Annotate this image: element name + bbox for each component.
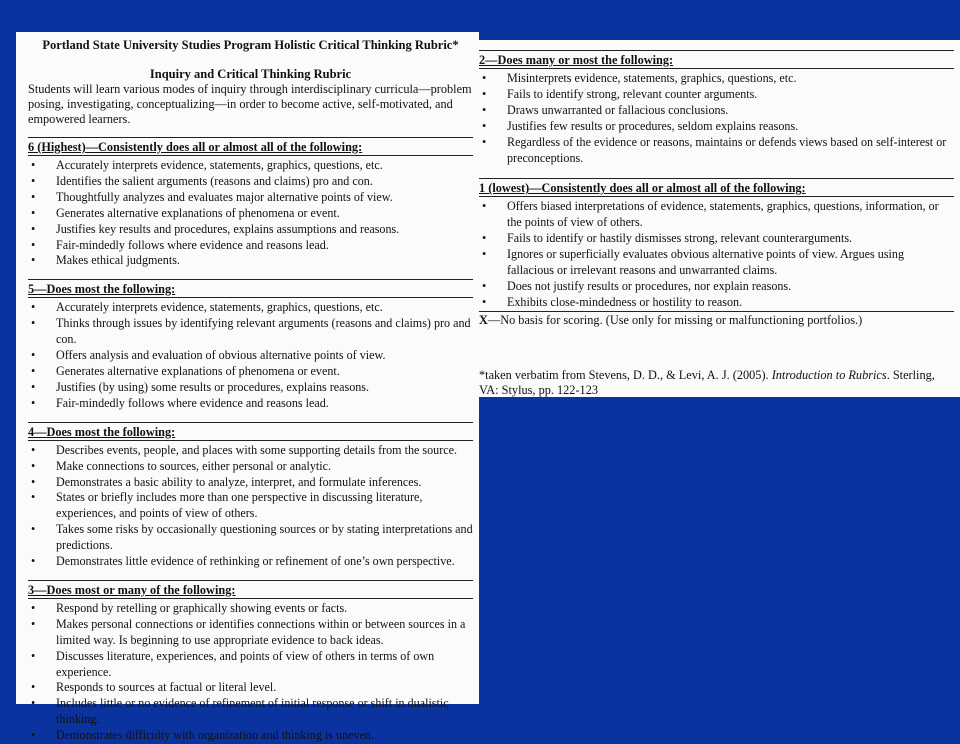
- criteria-item: • Justifies few results or procedures, seldom explains reasons.: [479, 119, 954, 135]
- criteria-item: • Respond by retelling or graphically showing events or facts.: [28, 601, 473, 617]
- criteria-item: • Exhibits close-mindedness or hostility to reason.: [479, 295, 954, 311]
- criteria-item: • Justifies key results and procedures, explains assumptions and reasons.: [28, 222, 473, 238]
- criteria-item: • Offers analysis and evaluation of obvious alternative points of view.: [28, 348, 473, 364]
- criteria-item: • Regardless of the evidence or reasons, maintains or defends views based on self-interest or preconceptions.: [479, 135, 954, 167]
- no-basis-note: [479, 311, 954, 328]
- criteria-item: • Misinterprets evidence, statements, graphics, questions, etc.: [479, 71, 954, 87]
- criteria-item: • Takes some risks by occasionally questioning sources or by stating interpretations and predictions.: [28, 522, 473, 554]
- level-heading: 6 (Highest)—Consistently does all or almost all of the following:: [28, 140, 473, 156]
- no-basis-label: X: [479, 312, 488, 327]
- citation-pre: *taken verbatim from Stevens, D. D., & Levi, A. J. (2005).: [479, 367, 772, 382]
- rubric-levels-left: [28, 137, 473, 744]
- criteria-item: • Does not justify results or procedures, nor explain reasons.: [479, 279, 954, 295]
- section-rule: [28, 580, 473, 581]
- criteria-item: • Discusses literature, experiences, and points of view of others in terms of own experience.: [28, 649, 473, 681]
- criteria-item: • States or briefly includes more than one perspective in discussing literature, experiences, and points of view of others.: [28, 490, 473, 522]
- criteria-item: • Demonstrates little evidence of rethinking or refinement of one’s own perspective.: [28, 554, 473, 570]
- criteria-list: [28, 443, 473, 570]
- criteria-item: • Fails to identify or hastily dismisses strong, relevant counterarguments.: [479, 231, 954, 247]
- criteria-item: • Makes ethical judgments.: [28, 253, 473, 269]
- rubric-level: [28, 422, 473, 570]
- rubric-page-right: [479, 40, 960, 397]
- criteria-item: • Make connections to sources, either personal or analytic.: [28, 459, 473, 475]
- section-rule: [28, 137, 473, 138]
- criteria-item: • Fails to identify strong, relevant counter arguments.: [479, 87, 954, 103]
- criteria-item: • Draws unwarranted or fallacious conclusions.: [479, 103, 954, 119]
- criteria-item: • Fair-mindedly follows where evidence and reasons lead.: [28, 396, 473, 412]
- rubric-level: [479, 50, 954, 166]
- criteria-list: [479, 71, 954, 166]
- criteria-item: • Demonstrates a basic ability to analyze, interpret, and formulate inferences.: [28, 475, 473, 491]
- section-rule: [28, 422, 473, 423]
- intro-paragraph: Students will learn various modes of inquiry through interdisciplinary curricula—problem posing, investigating, conceptualizing—in order to become active, self-motivated, and empowered learners.: [28, 82, 472, 126]
- rubric-level: [479, 178, 954, 310]
- criteria-item: • Demonstrates difficulty with organization and thinking is uneven.: [28, 728, 473, 744]
- criteria-item: • Fair-mindedly follows where evidence and reasons lead.: [28, 238, 473, 254]
- document-subtitle: Inquiry and Critical Thinking Rubric: [149, 67, 352, 81]
- criteria-item: • Includes little or no evidence of refinement of initial response or shift in dualistic thinking.: [28, 696, 473, 728]
- criteria-item: • Generates alternative explanations of phenomena or event.: [28, 364, 473, 380]
- criteria-item: • Thoughtfully analyzes and evaluates major alternative points of view.: [28, 190, 473, 206]
- level-heading: 1 (lowest)—Consistently does all or almost all of the following:: [479, 181, 954, 197]
- level-heading: 3—Does most or many of the following:: [28, 583, 473, 599]
- criteria-item: • Thinks through issues by identifying relevant arguments (reasons and claims) pro and con.: [28, 316, 473, 348]
- section-rule: [28, 279, 473, 280]
- level-heading: 4—Does most the following:: [28, 425, 473, 441]
- criteria-item: • Generates alternative explanations of phenomena or event.: [28, 206, 473, 222]
- criteria-item: • Identifies the salient arguments (reasons and claims) pro and con.: [28, 174, 473, 190]
- citation-post: . Sterling, VA: Stylus, pp. 122-123: [479, 367, 935, 397]
- criteria-list: [479, 199, 954, 310]
- criteria-item: • Ignores or superficially evaluates obvious alternative points of view. Argues using fallacious or irrelevant reasons and unwarranted claims.: [479, 247, 954, 279]
- level-heading: 2—Does many or most the following:: [479, 53, 954, 69]
- citation: [479, 368, 954, 398]
- criteria-item: • Makes personal connections or identifies connections within or between sources in a limited way. Is beginning to use appropriate evidence to back ideas.: [28, 617, 473, 649]
- section-rule: [479, 50, 954, 51]
- criteria-item: • Accurately interprets evidence, statements, graphics, questions, etc.: [28, 158, 473, 174]
- criteria-list: [28, 158, 473, 269]
- criteria-item: • Offers biased interpretations of evidence, statements, graphics, questions, information, or the points of view of others.: [479, 199, 954, 231]
- citation-book-title: Introduction to Rubrics: [771, 367, 887, 382]
- criteria-item: • Accurately interprets evidence, statements, graphics, questions, etc.: [28, 300, 473, 316]
- rubric-level: [28, 137, 473, 269]
- level-heading: 5—Does most the following:: [28, 282, 473, 298]
- rubric-levels-right: [479, 50, 954, 311]
- criteria-list: [28, 300, 473, 411]
- criteria-item: • Justifies (by using) some results or procedures, explains reasons.: [28, 380, 473, 396]
- criteria-item: • Describes events, people, and places with some supporting details from the source.: [28, 443, 473, 459]
- document-title: Portland State University Studies Program Holistic Critical Thinking Rubric*: [42, 38, 459, 52]
- rubric-page-left: [16, 32, 479, 743]
- rubric-level: [28, 279, 473, 411]
- section-rule: [479, 178, 954, 179]
- criteria-list: [28, 601, 473, 744]
- no-basis-text: —No basis for scoring. (Use only for missing or malfunctioning portfolios.): [487, 312, 863, 327]
- rubric-level: [28, 580, 473, 744]
- criteria-item: • Responds to sources at factual or literal level.: [28, 680, 473, 696]
